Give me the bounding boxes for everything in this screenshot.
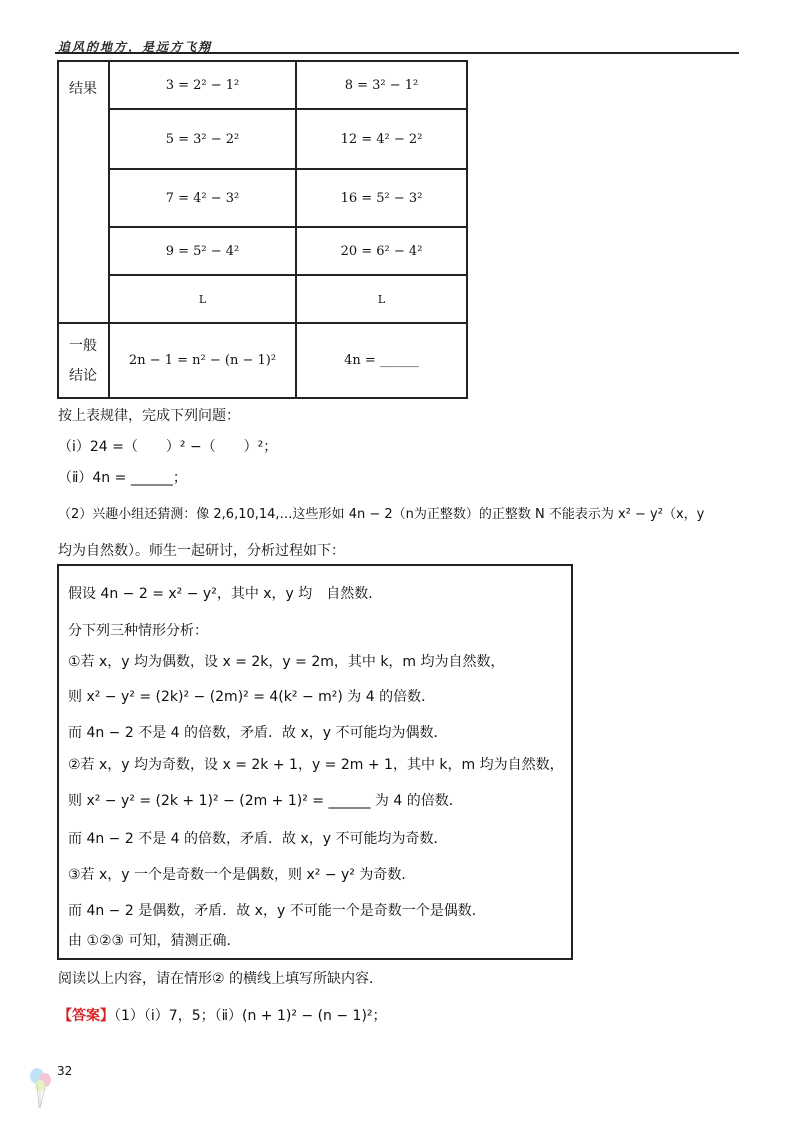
general-conclusion-label <box>58 323 109 398</box>
question-2-line1: （2）兴趣小组还猜测：像 2,6,10,14,…这些形如 4n − 2（n为正整数）的正整数 N 不能表示为 x² − y²（x，y <box>58 507 705 522</box>
result-label: 结果 <box>58 61 109 323</box>
general-label-line1: 一般 <box>69 337 97 354</box>
table-cell: 20 = 6² − 4² <box>296 227 467 275</box>
answer-tag: 【答案】 <box>58 1008 114 1024</box>
balloons-icon <box>28 1066 54 1110</box>
analysis-line: 而 4n − 2 不是 4 的倍数，矛盾．故 x，y 不可能均为偶数． <box>68 725 448 741</box>
table-cell: 12 = 4² − 2² <box>296 109 467 169</box>
header-slogan: 追风的地方，是远方飞翔 <box>58 40 213 54</box>
analysis-line: ①若 x，y 均为偶数，设 x = 2k，y = 2m，其中 k，m 均为自然数， <box>68 654 505 670</box>
table-cell: 8 = 3² − 1² <box>296 61 467 109</box>
question-ii: （ⅱ）4n = ______； <box>58 470 187 486</box>
analysis-box <box>57 564 573 960</box>
table-cell: 16 = 5² − 3² <box>296 169 467 227</box>
analysis-line: 而 4n − 2 是偶数，矛盾．故 x，y 不可能一个是奇数一个是偶数． <box>68 903 486 919</box>
pattern-table <box>57 60 468 399</box>
analysis-line: 则 x² − y² = (2k + 1)² − (2m + 1)² = ______ 为 4 的倍数． <box>68 793 463 809</box>
analysis-line: 而 4n − 2 不是 4 的倍数，矛盾．故 x，y 不可能均为奇数． <box>68 831 448 847</box>
table-cell-ellipsis: L <box>109 275 296 323</box>
questions-intro: 按上表规律，完成下列问题： <box>58 408 240 424</box>
question-2-line2: 均为自然数）。师生一起研讨，分析过程如下： <box>58 543 345 559</box>
analysis-line: 由 ①②③ 可知，猜测正确． <box>68 933 241 949</box>
analysis-line: 则 x² − y² = (2k)² − (2m)² = 4(k² − m²) 为 4 的倍数． <box>68 689 436 705</box>
table-cell: 7 = 4² − 3² <box>109 169 296 227</box>
answer-line <box>58 1005 387 1025</box>
analysis-line: 假设 4n − 2 = x² − y²，其中 x，y 均 自然数． <box>68 586 383 602</box>
analysis-line: ②若 x，y 均为奇数，设 x = 2k + 1，y = 2m + 1，其中 k，m 均为自然数， <box>68 757 564 773</box>
table-cell: 9 = 5² − 4² <box>109 227 296 275</box>
analysis-line: 分下列三种情形分析： <box>68 623 208 639</box>
table-cell: 3 = 2² − 1² <box>109 61 296 109</box>
header-divider <box>55 52 739 54</box>
page-number: 32 <box>57 1064 73 1078</box>
answer-text: （1）（ⅰ）7，5；（ⅱ）(n + 1)² − (n − 1)²； <box>114 1008 387 1024</box>
analysis-line: ③若 x，y 一个是奇数一个是偶数，则 x² − y² 为奇数． <box>68 867 416 883</box>
table-cell: 5 = 3² − 2² <box>109 109 296 169</box>
fill-instruction: 阅读以上内容，请在情形② 的横线上填写所缺内容． <box>58 971 383 987</box>
table-cell-ellipsis: L <box>296 275 467 323</box>
question-i: （ⅰ）24 =（ ）² −（ ）²； <box>58 439 278 455</box>
general-right-formula: 4n = ______ <box>296 323 467 398</box>
general-left-formula: 2n − 1 = n² − (n − 1)² <box>109 323 296 398</box>
general-label-line2: 结论 <box>69 367 97 384</box>
